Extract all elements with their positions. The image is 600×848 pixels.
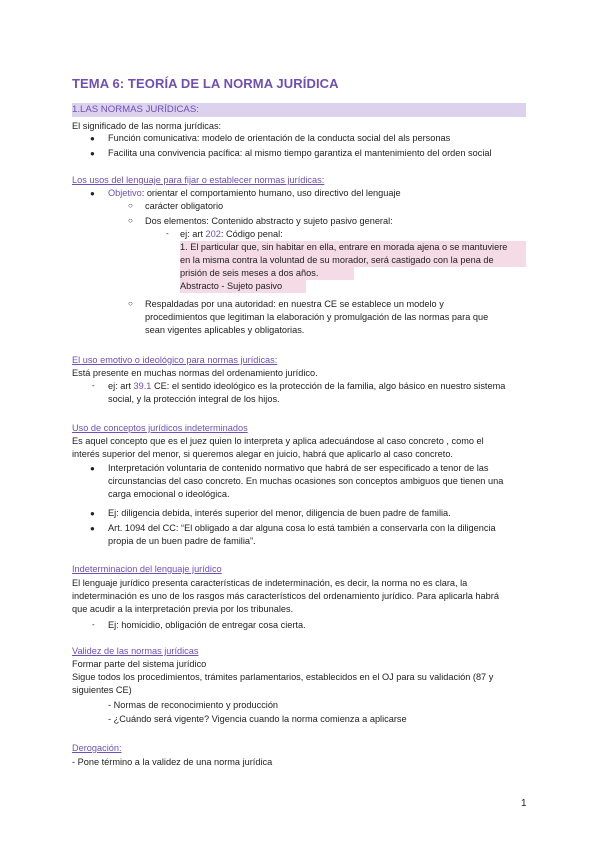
- paragraph-line: Está presente en muchas normas del ordenamiento jurídico.: [72, 368, 318, 378]
- subsection-heading: El uso emotivo o ideológico para normas jurídicas:: [72, 355, 278, 365]
- circle-bullet-icon: ○: [128, 299, 133, 308]
- objetivo-text: : orientar el comportamiento humano, uso directivo del lenguaje: [141, 188, 401, 198]
- paragraph-line: siguientes CE): [72, 685, 132, 695]
- paragraph-line: Sigue todos los procedimientos, trámites parlamentarios, establecidos en el OJ para su validación (87 y: [72, 672, 494, 682]
- dash-bullet-icon: -: [92, 381, 95, 390]
- list-item: Facilita una convivencia pacífica: al mismo tiempo garantiza el mantenimiento del orden social: [108, 148, 492, 158]
- bullet-icon: ●: [90, 509, 95, 518]
- list-item-line: circunstancias del caso concreto. En muchas ocasiones son conceptos ambiguos que tienen una: [108, 476, 504, 486]
- page-title: TEMA 6: TEORÍA DE LA NORMA JURÍDICA: [72, 76, 339, 91]
- ej-prefix: ej: art: [180, 229, 206, 239]
- list-item: - ¿Cuándo será vigente? Vigencia cuando la norma comienza a aplicarse: [108, 714, 407, 724]
- example-line: [108, 380, 505, 393]
- list-item-line: carga emocional o ideológica.: [108, 489, 230, 499]
- bullet-icon: ●: [90, 464, 95, 473]
- abstract-line: Abstracto - Sujeto pasivo: [180, 281, 283, 291]
- dash-bullet-icon: -: [166, 229, 169, 238]
- subsection-heading: Uso de conceptos jurídicos indeterminados: [72, 423, 248, 433]
- ej-prefix: ej: art: [108, 381, 134, 391]
- section-intro: El significado de las norma jurídicas:: [72, 121, 222, 131]
- ej-suffix: : Código penal:: [220, 229, 283, 239]
- paragraph-line: Formar parte del sistema jurídico: [72, 659, 207, 669]
- example-line: social, y la protección integral de los hijos.: [108, 394, 280, 404]
- quote-line: 1. El particular que, sin habitar en ella, entrare en morada ajena o se mantuviere: [180, 242, 508, 252]
- list-item-line: Ej: diligencia debida, interés superior del menor, diligencia de buen padre de familia.: [108, 508, 451, 518]
- list-item: [108, 187, 401, 200]
- paragraph-line: Es aquel concepto que es el juez quien lo interpreta y aplica adecuándose al caso concreto , como el: [72, 436, 484, 446]
- bullet-icon: ●: [90, 524, 95, 533]
- list-item-line: Respaldadas por una autoridad: en nuestra CE se establece un modelo y: [145, 299, 444, 309]
- bullet-icon: ●: [90, 149, 95, 158]
- list-item-line: sean vigentes aplicables y obligatorias.: [145, 325, 305, 335]
- bullet-icon: ●: [90, 134, 95, 143]
- bullet-icon: ●: [90, 189, 95, 198]
- quote-line: prisión de seis meses a dos años.: [180, 268, 319, 278]
- article-number: 39.1: [133, 381, 152, 391]
- paragraph-line: interés superior del menor, si queremos alegar en juicio, habrá que aplicarlo al caso concreto.: [72, 449, 453, 459]
- example-line: Ej: homicidio, obligación de entregar cosa cierta.: [108, 620, 306, 630]
- dash-bullet-icon: -: [92, 620, 95, 629]
- circle-bullet-icon: ○: [128, 216, 133, 225]
- list-item-line: propia de un buen padre de familia”.: [108, 536, 256, 546]
- paragraph-line: El lenguaje jurídico presenta características de indeterminación, es decir, la norma no es clara, la: [72, 578, 468, 588]
- subsection-heading: Derogación:: [72, 743, 122, 753]
- section-heading: 1.LAS NORMAS JURÍDICAS:: [72, 104, 199, 115]
- subsection-heading: Validez de las normas jurídicas: [72, 646, 199, 656]
- list-item-line: Art. 1094 del CC: “El obligado a dar alguna cosa lo está también a conservarla con la diligencia: [108, 523, 496, 533]
- list-item: - Normas de reconocimiento y producción: [108, 700, 279, 710]
- example-line: [180, 228, 283, 241]
- list-item-line: Interpretación voluntaria de contenido normativo que habrá de ser especificado a tenor de las: [108, 463, 489, 473]
- list-item: Dos elementos: Contenido abstracto y sujeto pasivo general:: [145, 216, 393, 226]
- circle-bullet-icon: ○: [128, 201, 133, 210]
- list-item: carácter obligatorio: [145, 201, 224, 211]
- paragraph-line: que acudir a la interpretación previa por los tribunales.: [72, 604, 294, 614]
- article-number: 202: [205, 229, 221, 239]
- objetivo-label: Objetivo: [108, 188, 142, 198]
- ej-text: CE: el sentido ideológico es la protección de la familia, algo básico en nuestro sistema: [151, 381, 506, 391]
- quote-line: en la misma contra la voluntad de su morador, será castigado con la pena de: [180, 255, 494, 265]
- page-number: 1: [521, 798, 527, 809]
- paragraph-line: - Pone término a la validez de una norma jurídica: [72, 757, 273, 767]
- subsection-heading: Indeterminacion del lenguaje jurídico: [72, 564, 222, 574]
- list-item-line: procedimientos que legitiman la elaboración y promulgación de las normas para que: [145, 312, 489, 322]
- subsection-heading: Los usos del lenguaje para fijar o establecer normas jurídicas:: [72, 175, 325, 185]
- list-item: Función comunicativa: modelo de orientación de la conducta social del als personas: [108, 133, 451, 143]
- paragraph-line: indeterminación es uno de los rasgos más característicos del ordenamiento jurídico. Para aplicarla habrá: [72, 591, 499, 601]
